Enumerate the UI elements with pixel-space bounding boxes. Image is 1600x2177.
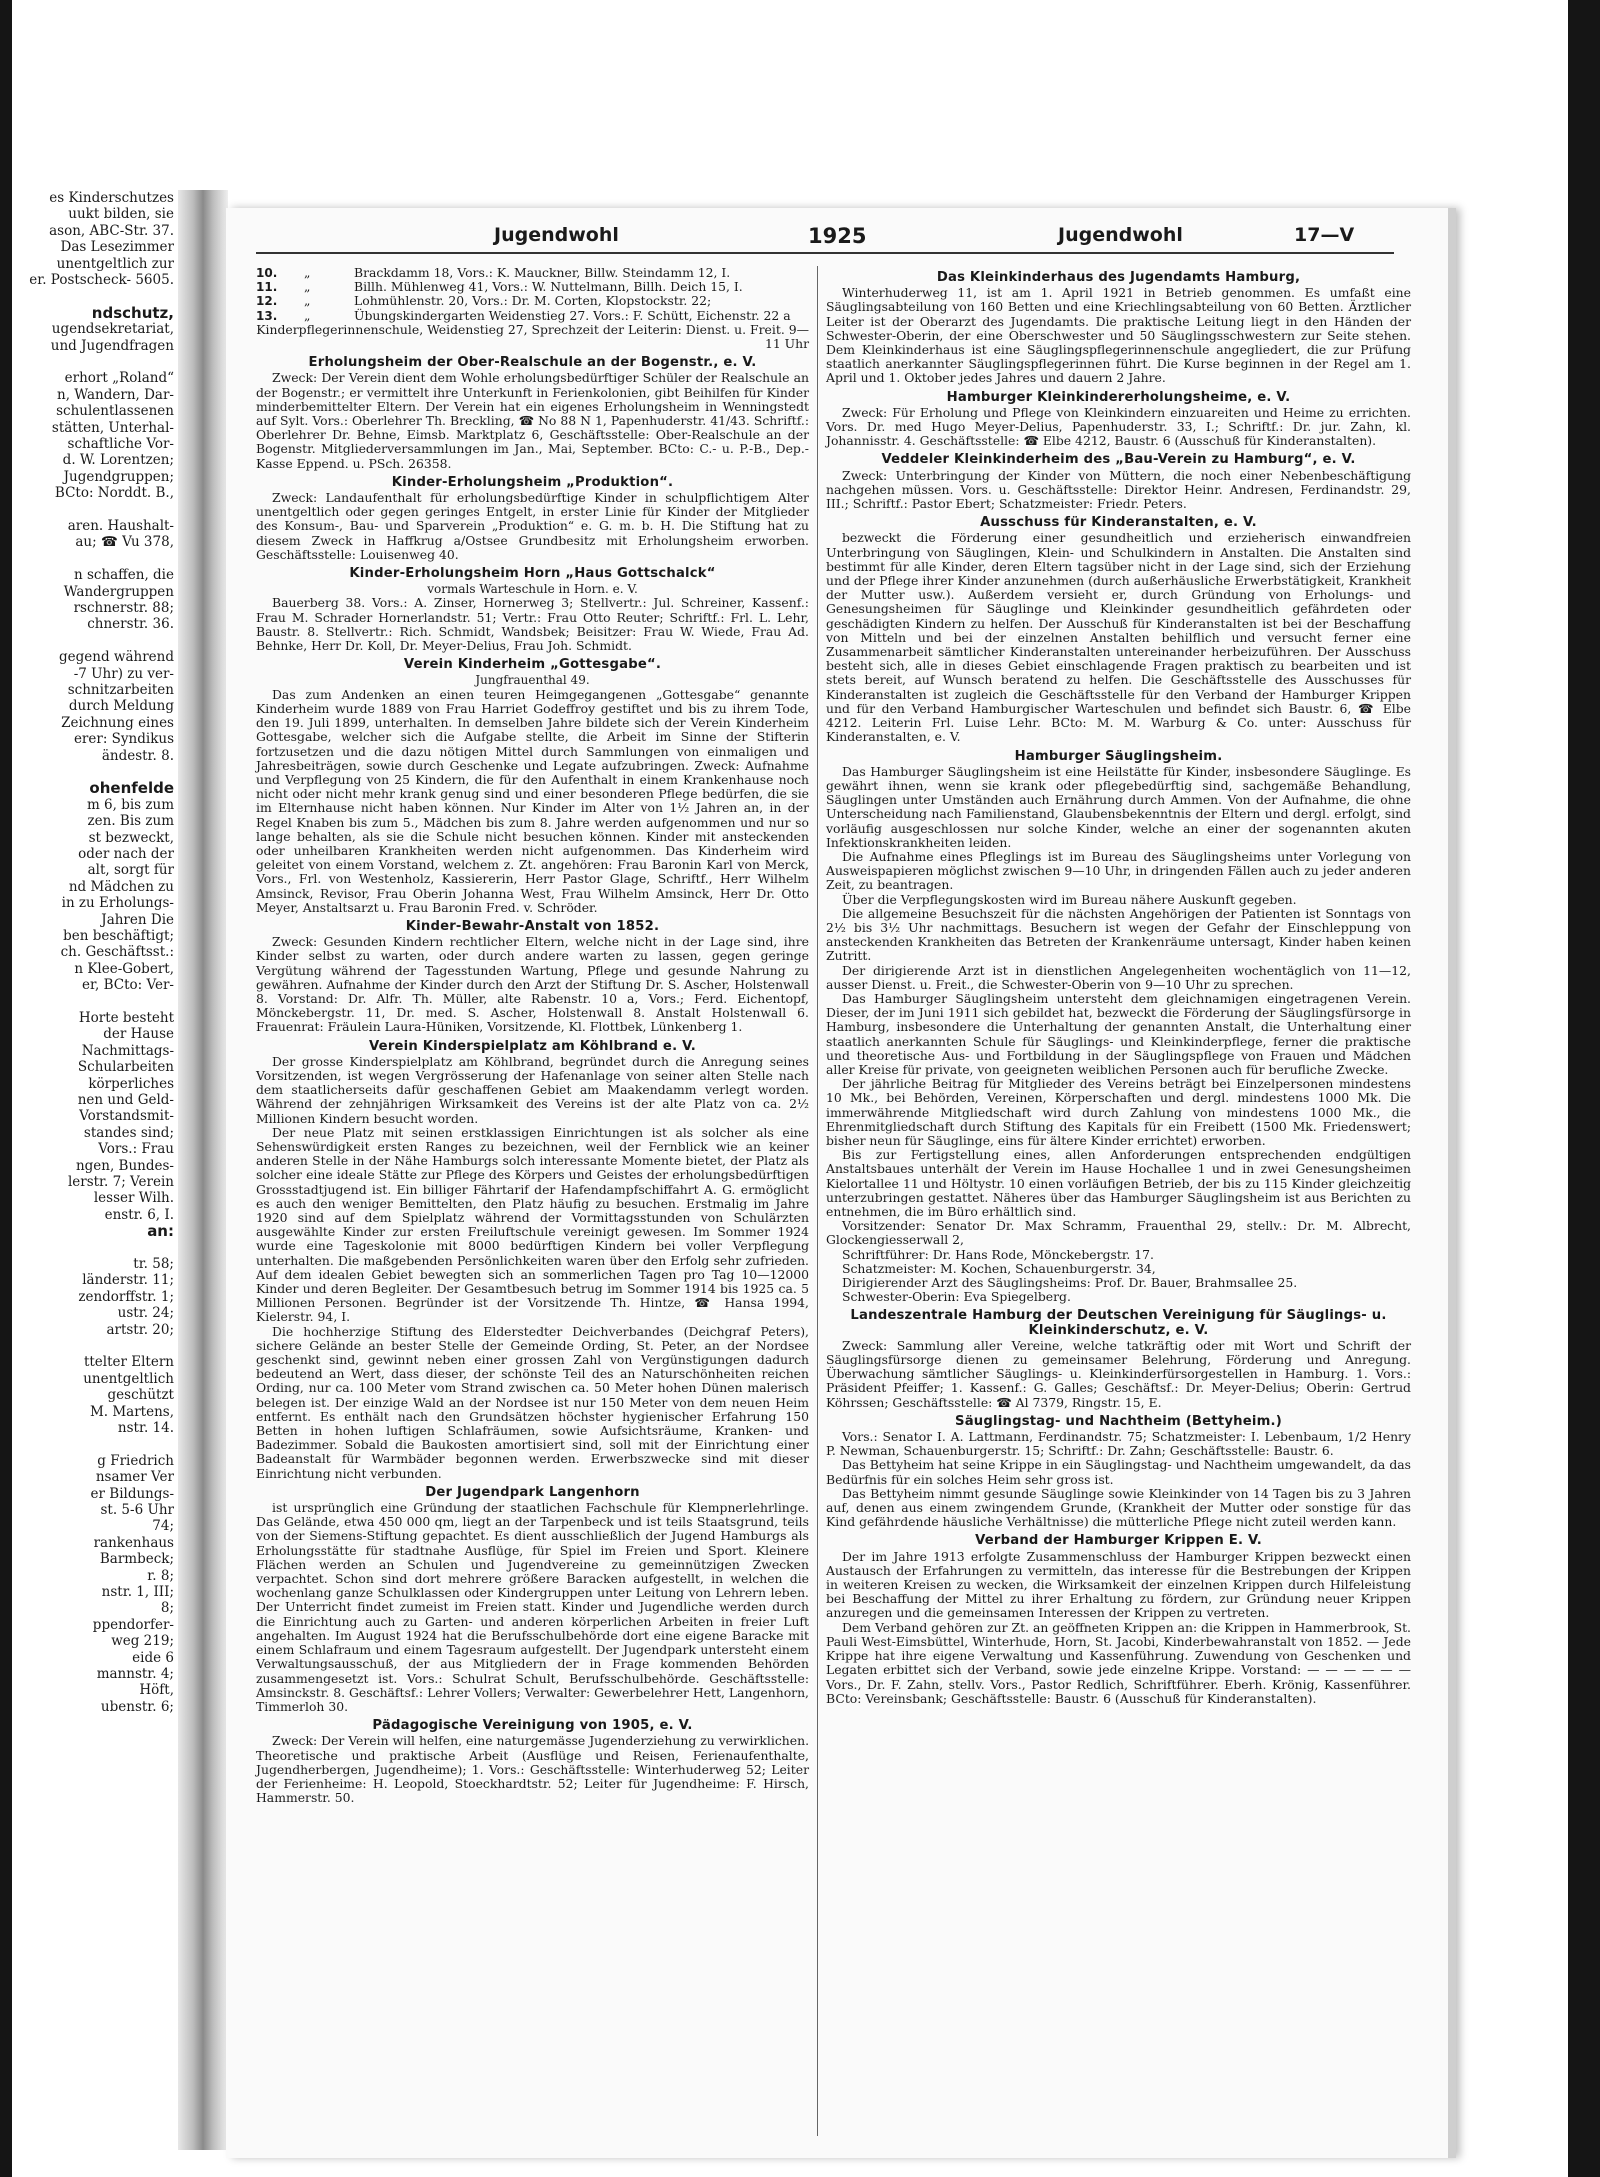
previous-page-line: Jahren Die [101, 911, 174, 928]
section-heading: Ausschuss für Kinderanstalten, e. V. [980, 515, 1257, 531]
section [256, 476, 809, 562]
previous-page-line: BCto: Norddt. B., [54, 485, 174, 502]
section-heading: Kinder-Erholungsheim Horn „Haus Gottschalck“ [349, 566, 716, 582]
section-heading: Veddeler Kleinkinderheim des „Bau-Verein zu Hamburg“, e. V. [881, 452, 1356, 468]
running-head-year: 1925 [808, 224, 867, 248]
previous-page-line: zen. Bis zum [87, 813, 174, 830]
column-divider [817, 266, 818, 2136]
branch-number: 10. [256, 266, 278, 280]
previous-page-line: standes sind; [83, 1124, 174, 1141]
previous-page-line: st. 5-6 Uhr [100, 1502, 174, 1518]
section-paragraph: Zweck: Landaufenthalt für erholungsbedürftige Kinder in schulpflichtigem Alter unentgeltlich oder gegen geringes Entgelt, in erster Linie für Kinder der Mitglieder des Konsum-, Bau- und Sparverein „Produktion“ e. G. m. b. H. Die Stiftung hat zu diesem Zweck in Haffkrug a/Ostsee Grundbesitz mit Erholungsheim erworben. Geschäftsstelle: Louisenweg 40. [256, 490, 809, 562]
section-subheading: vormals Warteschule in Horn. e. V. [427, 582, 638, 597]
previous-page-line: ppendorfer- [92, 1616, 174, 1633]
previous-page-line: gegend während [59, 649, 174, 666]
previous-page-line: Schularbeiten [77, 1059, 174, 1076]
section [256, 1719, 809, 1805]
branch-row [256, 309, 809, 323]
section-paragraph: Zweck: Für Erholung und Pflege von Kleinkindern einzuareiten und Heime zu errichten. Vors. Dr. med Hugo Meyer-Delius, Papenhuderstr. 33, I.; Schriftf.: Dr. jur. Zahn, kl. Johannisstr. 4. Geschäftsstelle: ☎ Elbe 4212, Baustr. 6 (Ausschuß für Kinderanstalten). [826, 404, 1411, 449]
previous-page-line: der Hause [103, 1026, 174, 1043]
previous-page-line: mannstr. 4; [96, 1666, 174, 1682]
branch-address: Billh. Mühlenweg 41, Vors.: W. Nuttelmann, Billh. Deich 15, I. [354, 279, 743, 295]
branch-row [256, 266, 809, 280]
section-paragraph: Der grosse Kinderspielplatz am Köhlbrand, begründet durch die Anregung seines Vorsitzenden, ist wegen Vergrösserung der Hafenanlage von seiner alten Stelle nach dem staatlicherseits dafür geschaffenen Gebiet am Maakendamm verlegt worden. Während der zehnjährigen Wirksamkeit des Vereins ist der alte Platz von ca. 2½ Millionen Kindern besucht worden. [256, 1053, 809, 1126]
previous-page-line: Horte besteht [78, 1010, 174, 1026]
previous-page-line: au; ☎ Vu 378, [75, 534, 174, 551]
section-paragraph: Das Hamburger Säuglingsheim ist eine Heilstätte für Kinder, insbesondere Säuglinge. Es gewährt ihnen, wenn sie krank oder pflegebedürftig sind, sachgemäße Behandlung, Säuglingen unter Umständen auch Ernährung durch Ammen. Von der Aufnahme, die ohne Unterscheidung nach Familienstand, Glaubensbekenntnis der Eltern und dergl. erfolgt, sind vorläufig ausgeschlossen nur solche Kinder, welche an einer der sogenannten akuten Infektionskrankheiten leiden. [826, 763, 1411, 850]
right-sections [826, 271, 1411, 1706]
section [826, 516, 1411, 744]
branch-row [256, 294, 809, 308]
previous-page-line: ändestr. 8. [101, 747, 174, 764]
section [826, 391, 1411, 449]
section-paragraph: Zweck: Gesunden Kindern rechtlicher Eltern, welche nicht in der Lage sind, ihre Kinder selbst zu warten, oder durch andere warten zu lassen, gegen geringe Vergütung während der Tagesstunden Wartung, Pflege und gesunde Nahrung zu gewähren. Aufnahme der Kinder durch den Arzt der Stiftung Dr. S. Ascher, Holstenwall 8. Vorstand: Dr. Alfr. Th. Müller, alte Rabenstr. 10 a, Vors.; Ferd. Eichentopf, Mönckebergstr. 11, Dr. med. S. Ascher, Holstenwall 8. Anstalt Holstenwall 6. Frauenrat: Fräulein Laura-Hüniken, Vorsitzende, Kl. Flottbek, Lünkenberg 1. [256, 934, 809, 1035]
section-heading: Verband der Hamburger Krippen E. V. [975, 1533, 1262, 1549]
previous-page-line: r. 8; [147, 1567, 174, 1584]
previous-page-line: er Bildungs- [90, 1485, 174, 1502]
previous-page-line: g Friedrich [97, 1452, 174, 1469]
section-paragraph: Zweck: Sammlung aller Vereine, welche tatkräftig oder mit Wort und Schrift der Säuglingsfürsorge dienen zu gemeinsamer Belehrung, Förderung und Anregung. Überwachung sämtlicher Säuglings- u. Kleinkinderfürsorgestellen in Hamburg. 1. Vors.: Präsident Pfeiffer; 1. Kassenf.: G. Galles; Geschäftsf.: Dr. Meyer-Delius; Oberin: Gertrud Köhrssen; Geschäftsstelle: ☎ Al 7379, Ringstr. 15, E. [826, 1337, 1411, 1410]
section [826, 1534, 1411, 1705]
section [256, 658, 809, 915]
previous-page-line: artstr. 20; [106, 1321, 174, 1338]
section-paragraph: bezweckt die Förderung einer gesundheitlich und erzieherisch einwandfreien Unterbringung von Säuglingen, Klein- und Schulkindern in Anstalten. Die Anstalten sind bestimmt für alle Kinder, deren Eltern tagsüber nicht in der Lage sind, sich der Erziehung und der Pflege ihrer Kinder anzunehmen (durch außerhäusliche Erwerbstätigkeit, Krankheit der Mutter usw.). Außerdem versieht er, durch Gründung von Erholungs- und Genesungsheimen für Säuglinge und Kleinkinder gesundheitlich gefährdeten oder geschädigten Kindern zu helfen. Der Ausschuß für Kinderanstalten ist bei der Beschaffung von Mitteln und bei der einzelnen Anstalten behilflich und versucht ferner eine Zusammenarbeit sämtlicher Kinderanstalten untereinander herbeizuführen. Der Ausschuss besteht sich, alle in dieses Gebiet einschlagende Fragen praktisch zu bearbeiten und ist stets bereit, auf Wunsch beratend zu helfen. Die Geschäftsstelle des Ausschusses für Kinderanstalten ist zugleich die Geschäftsstelle für den Verband der Hamburger Krippen und für den Verband Hamburgischer Warteschulen und befindet sich Baustr. 6, ☎ Elbe 4212. Leiterin Frl. Luise Lehr. BCto: M. M. Warburg & Co. unter: Ausschuss für Kinderanstalten, e. V. [826, 530, 1411, 745]
previous-page-line: unentgeltlich [83, 1370, 174, 1387]
section-paragraph: Vorsitzender: Senator Dr. Max Schramm, Frauenthal 29, stellv.: Dr. M. Albrecht, Glockengiesserwall 2, [826, 1218, 1411, 1248]
section [256, 356, 809, 471]
section-paragraph: Winterhuderweg 11, ist am 1. April 1921 in Betrieb genommen. Es umfaßt eine Säuglingsabteilung von 160 Betten und eine Kriechlingsabteilung von 60 Betten. Ärztlicher Leiter ist der Oberarzt des Jugendamts. Die praktische Leitung liegt in den Händen der Schwester-Oberin, der eine Oberschwester und 50 Säuglingsschwestern zur Seite stehen. Dem Kleinkinderhaus ist eine Säuglingspflegerinnenschule angegliedert, die zur Prüfung staatlich anerkannter Säuglingspflegerinnen führt. Die Kurse beginnen in der Regel am 1. April und 1. Oktober jedes Jahres und dauern 2 Jahre. [826, 285, 1411, 386]
branch-address: Brackdamm 18, Vors.: K. Mauckner, Billw. Steindamm 12, I. [354, 265, 731, 280]
section-heading: Kinder-Erholungsheim „Produktion“. [391, 474, 674, 490]
section [826, 1415, 1411, 1530]
previous-page-line: körperliches [88, 1075, 174, 1092]
previous-page-line: eide 6 [132, 1649, 174, 1666]
section [826, 1309, 1411, 1409]
previous-page-line: erhort „Roland“ [64, 370, 174, 387]
left-column [256, 266, 809, 1805]
previous-page-line: zendorffstr. 1; [78, 1288, 174, 1305]
section [256, 1486, 809, 1714]
section-paragraph: Zweck: Der Verein will helfen, eine naturgemässe Jugenderziehung zu verwirklichen. Theoretische und praktische Arbeit (Ausflüge und Reisen, Ferienaufenthalte, Jugendherbergen, Jugendheime); 1. Vors.: Geschäftsstelle: Winterhuderweg 52; Leiter der Ferienheime: H. Leopold, Stoeckhardtstr. 52; Leiter für Jugendheime: F. Hirsch, Hammerstr. 50. [256, 1733, 810, 1806]
previous-page-line: er. Postscheck- 5605. [29, 272, 174, 288]
section-paragraph: Zweck: Der Verein dient dem Wohle erholungsbedürftiger Schüler der Realschule an der Bogenstr.; er vermittelt ihre Unterkunft in Ferienkolonien, gibt Beihilfen für Kinder minderbemittelter Eltern. Der Verein hat ein eigenes Erholungsheim in Wenningstedt auf Sylt. Vors.: Oberlehrer Th. Breckling, ☎ No 88 N 1, Papenhuderstr. 41/43. Schriftf.: Oberlehrer Dr. Behne, Eimsb. Marktplatz 6, Geschäftsstelle: Ober-Realschule an der Bogenstr. Mitgliederversammlungen im Jan., Mai, September. BCto: C.- u. P.-B., Dep.-Kasse Eppend. u. PSch. 26358. [256, 370, 809, 471]
document-page [226, 208, 1454, 2158]
previous-page-line: ndschutz, [91, 303, 174, 322]
previous-page-line: Barmbeck; [99, 1551, 174, 1568]
previous-page-line: ngen, Bundes- [75, 1157, 174, 1174]
previous-page-line: nsamer Ver [95, 1469, 174, 1486]
previous-page-line: Höft, [139, 1682, 174, 1699]
previous-page-line: tr. 58; [133, 1256, 174, 1272]
previous-page-line: m 6, bis zum [86, 796, 174, 813]
previous-page-line: n Klee-Gobert, [74, 960, 174, 977]
previous-page-line: chnerstr. 36. [87, 616, 174, 633]
section-paragraph: Bis zur Fertigstellung eines, allen Anforderungen entsprechenden endgültigen Anstaltsbaues unterhält der Verein im Hause Hochallee 1 und in zwei Genesungsheimen Kielortallee 11 und Höltystr. 10 einen vorläufigen Betrieb, der bis zu 115 Kinder gleichzeitig unterzubringen gestattet. Näheres über das Hamburger Säuglingsheim ist aus Berichten zu entnehmen, die im Büro erhältlich sind. [826, 1147, 1411, 1219]
section-heading: Landeszentrale Hamburg der Deutschen Vereinigung für Säuglings- u. Kleinkinderschutz, e. V. [850, 1308, 1387, 1338]
section-heading: Verein Kinderheim „Gottesgabe“. [403, 657, 662, 673]
section-paragraph: Schwester-Oberin: Eva Spiegelberg. [842, 1289, 1071, 1305]
branch-tail: Kinderpflegerinnenschule, Weidenstieg 27, Sprechzeit der Leiterin: Dienst. u. Freit. 9—11 Uhr [256, 321, 809, 352]
section-heading: Das Kleinkinderhaus des Jugendamts Hamburg, [936, 270, 1301, 285]
section-paragraph: Das Bettyheim nimmt gesunde Säuglinge sowie Kleinkinder von 14 Tagen bis zu 3 Jahren auf, denen aus einem zwingendem Grunde, (Krankheit der Mutter oder sonstige für das Kind gefährdende häusliche Verhältnisse) die mütterliche Pflege nicht zuteil werden kann. [826, 1485, 1411, 1530]
previous-page-line: länderstr. 11; [82, 1272, 174, 1289]
previous-page-line: 8; [160, 1600, 174, 1617]
left-sections [256, 356, 809, 1805]
previous-page-line: schnitzarbeiten [67, 682, 174, 698]
previous-page-line: Wandergruppen [63, 583, 174, 600]
section-paragraph: Schatzmeister: M. Kochen, Schauenburgerstr. 34, [842, 1260, 1156, 1276]
previous-page-line: d. W. Lorentzen; [62, 452, 174, 469]
previous-page-line: ben beschäftigt; [63, 928, 174, 944]
previous-page-line: -7 Uhr) zu ver- [73, 665, 174, 682]
previous-page-line: ugendsekretariat, [51, 321, 174, 338]
section-paragraph: Der jährliche Beitrag für Mitglieder des Vereins beträgt bei Einzelpersonen mindestens 10 Mk., bei Behörden, Vereinen, Körperschaften und dergl. mindestens 1000 Mk. Die immerwährende Mitgliedschaft wird durch Zahlung von mindestens 1000 Mk., die Ehrenmitgliedschaft durch Stiftung des Kapitals für ein Freibett (1500 Mk. Friedenswert; bisher neun für Säuglinge, eins für ältere Kinder errichtet) erworben. [826, 1076, 1411, 1148]
running-head-right: Jugendwohl [1058, 224, 1183, 246]
section [826, 271, 1411, 386]
page-edge [1448, 208, 1456, 2158]
previous-page-line: M. Martens, [89, 1403, 174, 1420]
previous-page-line: ttelter Eltern [83, 1354, 174, 1371]
section [256, 920, 809, 1035]
previous-page-line: Das Lesezimmer [60, 239, 174, 256]
previous-page-line: aren. Haushalt- [67, 518, 174, 534]
section-paragraph: Das Hamburger Säuglingsheim untersteht dem gleichnamigen eingetragenen Verein. Dieser, der im Juni 1911 sich gebildet hat, bezweckt die Förderung der Säuglingsfürsorge in Hamburg, insbesondere die Unterhaltung der genannten Anstalt, die Unterhaltung einer staatlich anerkannten Schule für Säuglings- und Kleinkinderpflege, ferner die praktische und theoretische Aus- und Fortbildung in der Säuglingspflege von Frauen und Mädchen aller Kreise für private, von geeigneten weiblichen Personen auch für berufliche Zwecke. [826, 990, 1411, 1077]
section-paragraph: Die hochherzige Stiftung des Elderstedter Deichverbandes (Deichgraf Peters), sichere Gelände an bester Stelle der Gemeinde Ording, St. Peter, an der Nordsee geschenkt sind, gewinnt neben einer grossen Zahl von Vergünstigungen dadurch bedeutend an Wert, dass dieser, der schönste Teil des an Naturschönheiten reichen Ording, nur ca. 100 Meter vom Strand zwischen ca. 50 Meter hohen Dünen malerisch belegen ist. Der einzige Wald an der Nordsee ist nur 150 Meter von dem neuen Heim entfernt. Es enthält nach den Grundsätzen höchster hygienischer Erfahrung 150 Betten in hohen luftigen Schlafräumen, sowie Aufsichtsräume, Kranken- und Badezimmer. Sobald die Baukosten amortisiert sind, soll mit der Einrichtung einer Badeanstalt für Warmbäder begonnen werden. Erwerbszwecke sind mit dieser Einrichtung nicht verbunden. [256, 1323, 809, 1481]
section-heading: Hamburger Säuglingsheim. [1014, 748, 1223, 764]
header-rule [256, 252, 1394, 254]
previous-page-line: ubenstr. 6; [100, 1698, 174, 1715]
section-paragraph: Bauerberg 38. Vors.: A. Zinser, Hornerweg 3; Stellvertr.: Jul. Schreiner, Kassenf.: Frau M. Schrader Hornerlandstr. 51; Vertr.: Frau Otto Reuter; Schriftf.: Frl. L. Lehr, Baustr. 8. Stellvertr.: Rich. Schmidt, Wandsbek; Beisitzer: Frau W. Wiede, Frau Ad. Behnke, Herr Dr. Koll, Dr. Meyer-Delius, Frau Joh. Schmidt. [256, 595, 809, 654]
previous-page-line: enstr. 6, I. [104, 1206, 174, 1223]
previous-page-line: Nachmittags- [81, 1042, 174, 1059]
previous-page-line: nstr. 1, III; [101, 1584, 174, 1600]
right-column [826, 266, 1411, 1706]
branch-row [256, 280, 809, 294]
section [826, 453, 1411, 511]
branch-number: 11. [256, 280, 278, 295]
section-heading: Erholungsheim der Ober-Realschule an der Bogenstr., e. V. [308, 355, 757, 371]
previous-page-line: alt, sorgt für [87, 862, 174, 879]
previous-page-line: weg 219; [111, 1633, 174, 1650]
previous-page-line: st bezweckt, [88, 829, 174, 846]
previous-page-line: rankenhaus [93, 1534, 174, 1551]
ditto-mark: „ [304, 293, 311, 309]
section-paragraph: ist ursprünglich eine Gründung der staatlichen Fachschule für Klempnerlehrlinge. Das Gelände, etwa 450 000 qm, liegt an der Tarpenbeck und ist teils Staatsgrund, teils von der Siemens-Stiftung gepachtet. Es dient ausschließlich der Jugend Hamburgs als Erholungsstätte für stadtnahe Ausflüge, für Spiel im Freien und Sport. Kleinere Flächen werden an Schulen und Jugendvereine zu gemeinnützigen Zwecken verpachtet. Schon sind dort mehrere größere Baracken aufgestellt, in welchen die wochenlang ganze Schulklassen oder Kindergruppen unter Leitung von Lehrern leben. Der Unterricht findet zumeist im Freien statt. Kinder und Jugendliche werden durch die Einrichtung auch zu Garten- und anderen körperlichen Arbeiten in freier Luft angehalten. Im August 1924 hat die Berufsschulbehörde dort eine eigene Baracke mit einem Schlafraum und einem Tagesraum aufgestellt. Der Jugendpark untersteht einem Verwaltungsausschuß, der aus Mitgliedern der in Frage kommenden Behörden zusammengesetzt ist. Vors.: Schulrat Schult, Berufsschulbehörde. Geschäftsstelle: Amsinckstr. 8. Geschäftsf.: Lehrer Vollers; Verwalter: Gewerbelehrer Hett, Langenhorn, Timmerloh 30. [256, 1500, 809, 1714]
section-paragraph: Der neue Platz mit seinen erstklassigen Einrichtungen ist als solcher als eine Sehenswürdigkeit ersten Ranges zu bezeichnen, weil der Fernblick wie an keiner anderen Stelle in der Nähe Hamburgs solch interessante Momente bietet, der Platz als solcher eine ideale Stätte zur Pflege des Körpers und Geistes der erholungsbedürftigen Grossstadtjugend ist. Ein billiger Fährtarif der Hafendampfschiffahrt A. G. ermöglicht es auch den weniger Bemittelten, den Platz häufig zu besuchen. Erstmalig im Jahre 1920 sind auf dem Spielplatz während der Vormittagsstunden von Schulärzten ausgewählte Kinder zur ersten Freiluftschule vereinigt gewesen. Im Sommer 1924 wurde eine Tageskolonie mit 8000 bedürftigen Kindern bei voller Verpflegung unterhalten. Die maßgebenden Persönlichkeiten waren über den Erfolg sehr zufrieden. Auf dem idealen Gebiet bewegten sich an sommerlichen Tagen pro Tag 10—12000 Kinder und deren Begleiter. Der Gesamtbesuch betrug im Sommer 1914 bis 1925 ca. 5 Millionen Personen. Begründer ist der Vorsitzende Th. Hintze, ☎ Hansa 1994, Kielerstr. 94, I. [256, 1124, 809, 1325]
previous-page-line: uukt bilden, sie [68, 206, 174, 223]
section-heading: Säuglingstag- und Nachtheim (Bettyheim.) [955, 1413, 1282, 1429]
previous-page-line: Jugendgruppen; [63, 468, 174, 485]
section-paragraph: Die allgemeine Besuchszeit für die nächsten Angehörigen der Patienten ist Sonntags von 2½ bis 3½ Uhr nachmittags. Besuchern ist wegen der Gefahr der Einschleppung von ansteckenden Krankheiten das Betreten der Krankenräume untersagt, Kinder haben keinen Zutritt. [826, 905, 1411, 964]
previous-page-fragment [0, 190, 182, 2060]
previous-page-line: er, BCto: Ver- [82, 977, 174, 994]
section [256, 567, 809, 653]
section-paragraph: Dirigierender Arzt des Säuglingsheims: Prof. Dr. Bauer, Brahmsallee 25. [842, 1275, 1298, 1291]
section-paragraph: Das zum Andenken an einen teuren Heimgegangenen „Gottesgabe“ genannte Kinderheim wurde 1889 von Frau Harriet Godeffroy gestiftet und bis zu ihrem Tode, den 19. Juli 1899, unterhalten. In demselben Jahre bildete sich der Verein Kinderheim Gottesgabe, welcher sich die Aufgabe stellte, die Arbeit im Sinne der Stifterin fortzusetzen und die dazu nötigen Mittel durch Sammlungen von einmaligen und Jahresbeiträgen, sowie durch Geschenke und Legate aufzubringen. Zweck: Aufnahme und Verpflegung von 25 Kindern, die für den Aufenthalt in einem Krankenhause noch nicht oder nicht mehr krank genug sind und einer besonderen Pflege bedürfen, die sie im Elternhause nicht haben können. Nur Kinder im Alter von 1½ Jahren an, in der Regel Knaben bis zum 5., Mädchen bis zum 8. Jahre werden aufgenommen und nur so lange behalten, als sie die Schule nicht besuchen können. Kinder mit ansteckenden oder unheilbaren Krankheiten werden nicht aufgenommen. Das Kinderheim wird geleitet von einem Vorstand, welchem z. Zt. angehören: Frau Baronin Karl von Merck, Vors., Frl. von Westenholz, Kassiererin, Herr Pastor Glage, Schriftf., Herr Wilhelm Amsinck, Revisor, Frau Oberin Johanna West, Frau Wilhelm Amsinck, Herr Dr. Otto Meyer, Anstaltsarzt u. Frau Baronin Fred. v. Schröder. [256, 686, 809, 915]
previous-page-line: geschützt [107, 1387, 174, 1404]
ditto-mark: „ [304, 279, 311, 295]
section [256, 1040, 809, 1481]
section [826, 750, 1411, 1305]
branch-list [256, 266, 809, 323]
previous-page-line: erer: Syndikus [73, 731, 174, 748]
previous-page-line: ustr. 24; [117, 1305, 174, 1322]
previous-page-line: nd Mädchen zu [68, 878, 174, 895]
scanner-edge-right [1568, 0, 1600, 2177]
previous-page-line: in zu Erholungs- [61, 895, 174, 912]
section-paragraph: Dem Verband gehören zur Zt. an geöffneten Krippen an: die Krippen in Hammerbrook, St. Pauli West-Eimsbüttel, Winterhude, Horn, St. Jacobi, Kinderbewahranstalt von 1852. — Jede Krippe hat ihre eigene Verwaltung und Kassenführung. Zuwendung von Geschenken und Legaten erbittet sich der Verband, sowie jede einzelne Krippe. Vorstand: — — — — — — Vors., Dr. F. Zahn, stellv. Vors., Pastor Redlich, Schriftführer. Eberh. Krönig, Kassenführer. BCto: Vereinsbank; Geschäftsstelle: Baustr. 6 (Ausschuß für Kinderanstalten). [826, 1619, 1411, 1706]
previous-page-line: n, Wandern, Dar- [57, 386, 174, 403]
ditto-mark: „ [304, 265, 311, 280]
previous-page-line: und Jugendfragen [50, 337, 174, 354]
previous-page-line: durch Meldung [68, 698, 174, 715]
previous-page-line: lerstr. 7; Verein [67, 1174, 174, 1190]
previous-page-line: n schaffen, die [73, 567, 174, 584]
previous-page-line: nen und Geld- [77, 1092, 174, 1108]
running-head-left: Jugendwohl [494, 224, 619, 246]
previous-page-line: oder nach der [78, 846, 174, 862]
previous-page-line: unentgeltlich zur [56, 255, 174, 272]
section-paragraph: Die Aufnahme eines Pfleglings ist im Bureau des Säuglingsheims unter Vorlegung von Ausweispapieren möglichst zwischen 9—10 Uhr, in dringenden Fällen auch zu jeder anderen Zeit, zu beantragen. [826, 848, 1411, 893]
previous-page-line: lesser Wilh. [93, 1190, 174, 1207]
previous-page-line: nstr. 14. [117, 1420, 174, 1436]
section-paragraph: Der dirigierende Arzt ist in dienstlichen Angelegenheiten wochentäglich von 11—12, ausser Dienst. u. Freit., die Schwester-Oberin von 9—10 Uhr zu sprechen. [826, 962, 1411, 992]
section-heading: Kinder-Bewahr-Anstalt von 1852. [405, 918, 660, 934]
section-paragraph: Der im Jahre 1913 erfolgte Zusammenschluss der Hamburger Krippen bezweckt einen Austausch der Erfahrungen zu vermitteln, das interesse für die Bestrebungen der Krippen in weiteren Kreisen zu wecken, die Wirksamkeit der einzelnen Krippen durch Hilfeleistung bei Beschaffung der Mittel zu ihrer Erhaltung zu fördern, zur Gründung neuer Krippen anzuregen und die gemeinsamen Interessen der Krippen zu vertreten. [826, 1548, 1411, 1621]
book-gutter [178, 190, 228, 2150]
ditto-mark: „ [304, 307, 311, 323]
previous-page-line: Vors.: Frau [98, 1141, 174, 1158]
previous-page-line: ch. Geschäftsst.: [60, 944, 174, 961]
page-number: 17—V [1294, 224, 1355, 246]
previous-page-line: Vorstandsmit- [79, 1108, 174, 1125]
previous-page-line: schaftliche Vor- [67, 436, 174, 452]
section-heading: Pädagogische Vereinigung von 1905, e. V. [372, 1718, 693, 1734]
section-subheading: Jungfrauenthal 49. [475, 673, 590, 688]
section-paragraph: Zweck: Unterbringung der Kinder von Müttern, die noch einer Nebenbeschäftigung nachgehen müssen. Vors. u. Geschäftsstelle: Direktor Heinr. Andresen, Ferdinandstr. 29, III.; Schriftf.: Pastor Ebert; Schatzmeister: Friedr. Peters. [826, 467, 1411, 512]
previous-page-line: stätten, Unterhal- [51, 419, 174, 436]
section-paragraph: Vors.: Senator I. A. Lattmann, Ferdinandstr. 75; Schatzmeister: I. Lebenbaum, 1/2 Henry P. Newman, Schauenburgerstr. 15; Schriftf.: Dr. Zahn; Geschäftsstelle: Baustr. 6. [826, 1429, 1411, 1459]
branch-address: Übungskindergarten Weidenstieg 27. Vors.: F. Schütt, Eichenstr. 22 a [354, 307, 791, 323]
section-heading: Verein Kinderspielplatz am Köhlbrand e. V. [368, 1038, 696, 1054]
branch-number: 12. [256, 294, 278, 309]
section-heading: Hamburger Kleinkindererholungsheime, e. V. [946, 389, 1291, 405]
previous-page-line: Zeichnung eines [61, 714, 174, 731]
previous-page-line: rschnerstr. 88; [73, 600, 174, 616]
previous-page-line: an: [147, 1222, 174, 1241]
previous-page-line: 74; [152, 1518, 174, 1535]
previous-page-line: es Kinderschutzes [49, 190, 174, 206]
previous-page-line: schulentlassenen [56, 403, 174, 420]
section-paragraph: Über die Verpflegungskosten wird im Bureau nähere Auskunft gegeben. [842, 891, 1297, 907]
section-paragraph: Schriftführer: Dr. Hans Rode, Mönckebergstr. 17. [842, 1246, 1154, 1262]
branch-address: Lohmühlenstr. 20, Vors.: Dr. M. Corten, Klopstockstr. 22; [354, 293, 712, 309]
section-paragraph: Das Bettyheim hat seine Krippe in ein Säuglingstag- und Nachtheim umgewandelt, da das Bedürfnis für ein solches Heim sehr gross ist. [826, 1457, 1411, 1487]
previous-page-line: ohenfelde [89, 779, 174, 798]
previous-page-line: ason, ABC-Str. 37. [49, 222, 174, 239]
section-heading: Der Jugendpark Langenhorn [425, 1484, 640, 1500]
branch-number: 13. [256, 308, 278, 323]
